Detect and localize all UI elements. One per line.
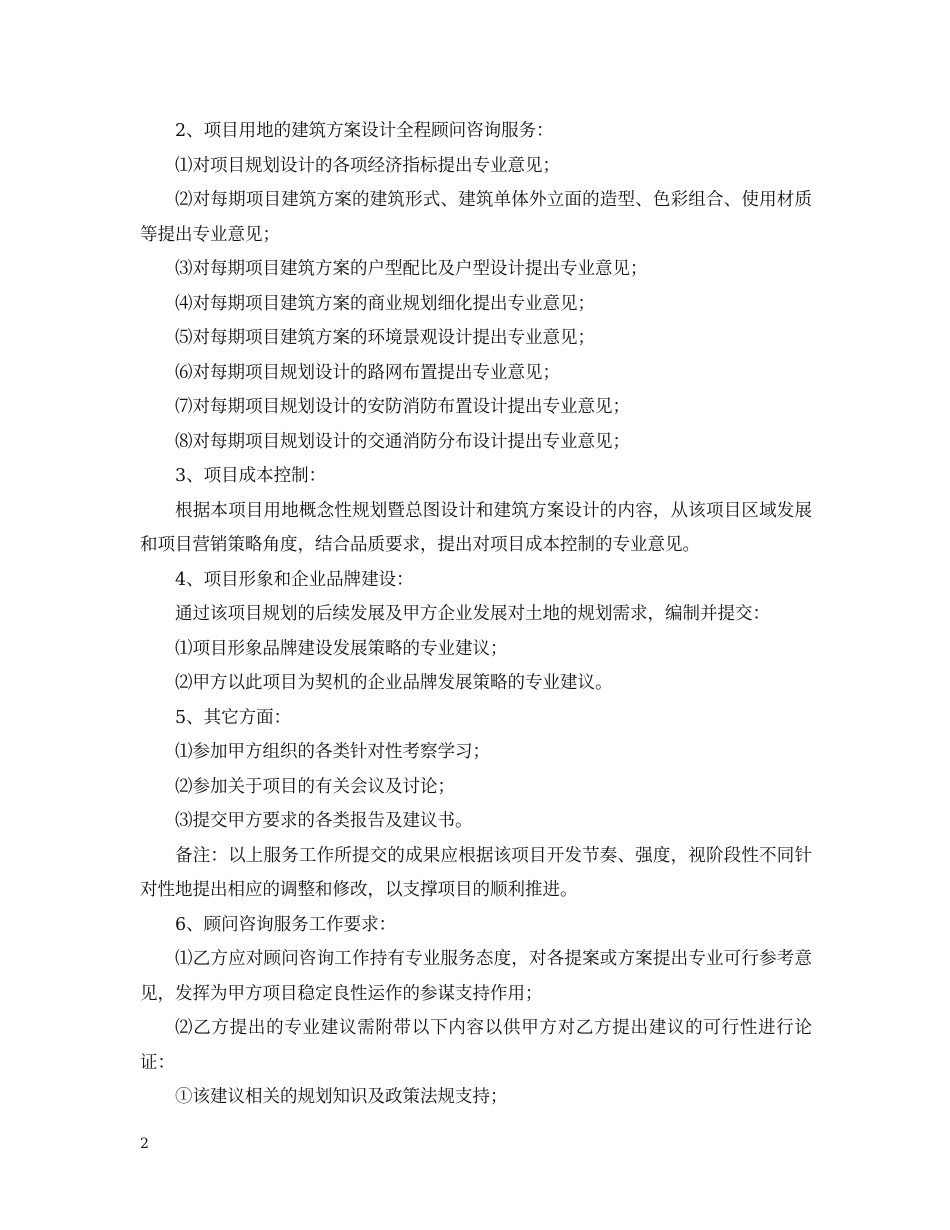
note-paragraph: 备注：以上服务工作所提交的成果应根据该项目开发节奏、强度，视阶段性不同针对性地提出相应的调整和修改，以支撑项目的顺利推进。	[140, 845, 812, 900]
section-heading: 2、项目用地的建筑方案设计全程顾问咨询服务：	[175, 121, 554, 141]
list-item: ⑴对项目规划设计的各项经济指标提出专业意见；	[175, 155, 560, 176]
section-heading: 4、项目形象和企业品牌建设：	[175, 569, 414, 590]
list-item: ⑹对每期项目规划设计的路网布置提出专业意见；	[175, 362, 560, 383]
section-heading: 5、其它方面：	[175, 707, 292, 728]
list-item: ⑶提交甲方要求的各类报告及建议书。	[175, 811, 473, 831]
document-body	[140, 114, 812, 1115]
list-item: ⑺对每期项目规划设计的安防消防布置设计提出专业意见；	[175, 397, 630, 417]
list-item: ⑻对每期项目规划设计的交通消防分布设计提出专业意见；	[175, 431, 630, 452]
list-item: ⑴乙方应对顾问咨询工作持有专业服务态度，对各提案或方案提出专业可行参考意见，发挥为甲方项目稳定良性运作的参谋支持作用；	[140, 949, 812, 1004]
body-paragraph: 通过该项目规划的后续发展及甲方企业发展对土地的规划需求，编制并提交：	[175, 604, 770, 624]
list-item: ⑵乙方提出的专业建议需附带以下内容以供甲方对乙方提出建议的可行性进行论证：	[140, 1018, 812, 1073]
list-item: ⑵对每期项目建筑方案的建筑形式、建筑单体外立面的造型、色彩组合、使用材质等提出专业意见；	[140, 190, 812, 245]
body-paragraph: 根据本项目用地概念性规划暨总图设计和建筑方案设计的内容，从该项目区域发展和项目营销策略角度，结合品质要求，提出对项目成本控制的专业意见。	[140, 500, 812, 555]
list-item: ⑴项目形象品牌建设发展策略的专业建议；	[175, 638, 508, 659]
list-item: ⑶对每期项目建筑方案的户型配比及户型设计提出专业意见；	[175, 259, 648, 279]
list-item: ①该建议相关的规划知识及政策法规支持；	[175, 1087, 508, 1107]
list-item: ⑴参加甲方组织的各类针对性考察学习；	[175, 742, 490, 762]
section-heading: 6、顾问咨询服务工作要求：	[175, 914, 397, 935]
list-item: ⑷对每期项目建筑方案的商业规划细化提出专业意见；	[175, 293, 595, 314]
list-item: ⑵甲方以此项目为契机的企业品牌发展策略的专业建议。	[175, 673, 613, 693]
list-item: ⑵参加关于项目的有关会议及讨论；	[175, 776, 455, 797]
section-heading: 3、项目成本控制：	[175, 466, 327, 486]
list-item: ⑸对每期项目建筑方案的环境景观设计提出专业意见；	[175, 328, 595, 348]
page-number: 2	[140, 1136, 149, 1152]
